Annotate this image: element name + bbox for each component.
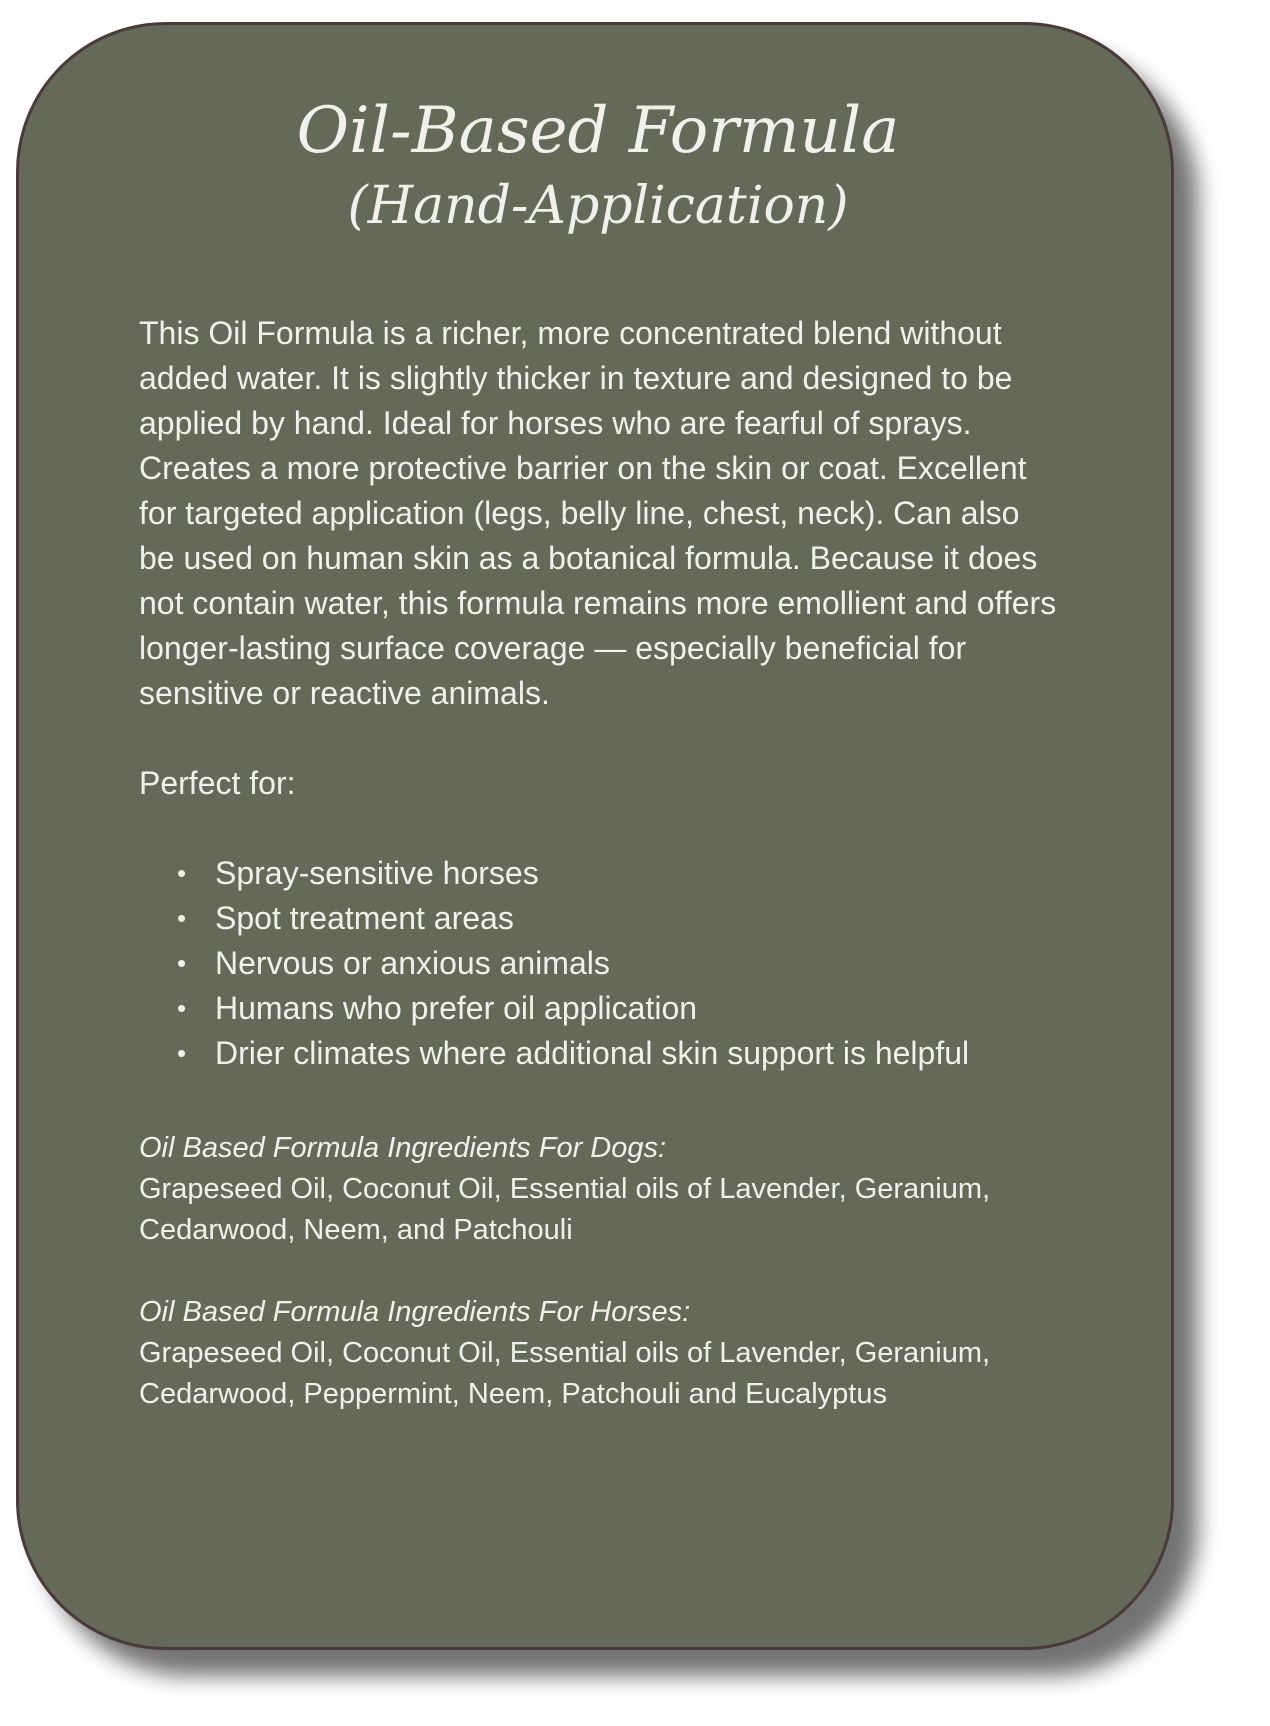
list-item-text: Humans who prefer oil application xyxy=(215,990,698,1026)
dogs-ingredients xyxy=(139,1128,1059,1251)
list-item xyxy=(139,986,1059,1031)
card-title: Oil-Based Formula xyxy=(296,94,900,168)
card-subtitle: (Hand-Application) xyxy=(347,176,849,236)
dogs-ingredients-text: Grapeseed Oil, Coconut Oil, Essential oils of Lavender, Geranium, Cedarwood, Neem, and Patchouli xyxy=(139,1173,991,1246)
horses-ingredients-heading: Oil Based Formula Ingredients For Horses: xyxy=(139,1296,691,1328)
intro-paragraph: This Oil Formula is a richer, more concentrated blend without added water. It is slightly thicker in texture and designed to be applied by hand. Ideal for horses who are fearful of sprays. Creates a more protective barrier on the skin or coat. Excellent for targeted application (legs, belly line, chest, neck). Can also be used on human skin as a botanical formula. Because it does not contain water, this formula remains more emollient and offers longer-lasting surface coverage — especially beneficial for sensitive or reactive animals. xyxy=(139,315,1057,711)
horses-ingredients-text: Grapeseed Oil, Coconut Oil, Essential oils of Lavender, Geranium, Cedarwood, Peppermint, Neem, Patchouli and Eucalyptus xyxy=(139,1337,991,1410)
formula-card xyxy=(16,22,1174,1650)
list-item-text: Spot treatment areas xyxy=(215,900,514,936)
perfect-for-list xyxy=(139,851,1059,1076)
bullet-icon: • xyxy=(177,903,187,933)
list-item xyxy=(139,851,1059,896)
card-content xyxy=(139,311,1059,1415)
list-item-text: Nervous or anxious animals xyxy=(215,945,610,981)
bullet-icon: • xyxy=(177,1038,187,1068)
dogs-ingredients-heading: Oil Based Formula Ingredients For Dogs: xyxy=(139,1132,667,1164)
list-item-text: Spray-sensitive horses xyxy=(215,855,539,891)
bullet-icon: • xyxy=(177,948,187,978)
list-item-text: Drier climates where additional skin support is helpful xyxy=(215,1035,970,1071)
bullet-icon: • xyxy=(177,993,187,1023)
horses-ingredients xyxy=(139,1292,1059,1415)
list-item xyxy=(139,896,1059,941)
list-item xyxy=(139,1031,1059,1076)
bullet-icon: • xyxy=(177,858,187,888)
perfect-for-label: Perfect for: xyxy=(139,765,296,801)
list-item xyxy=(139,941,1059,986)
